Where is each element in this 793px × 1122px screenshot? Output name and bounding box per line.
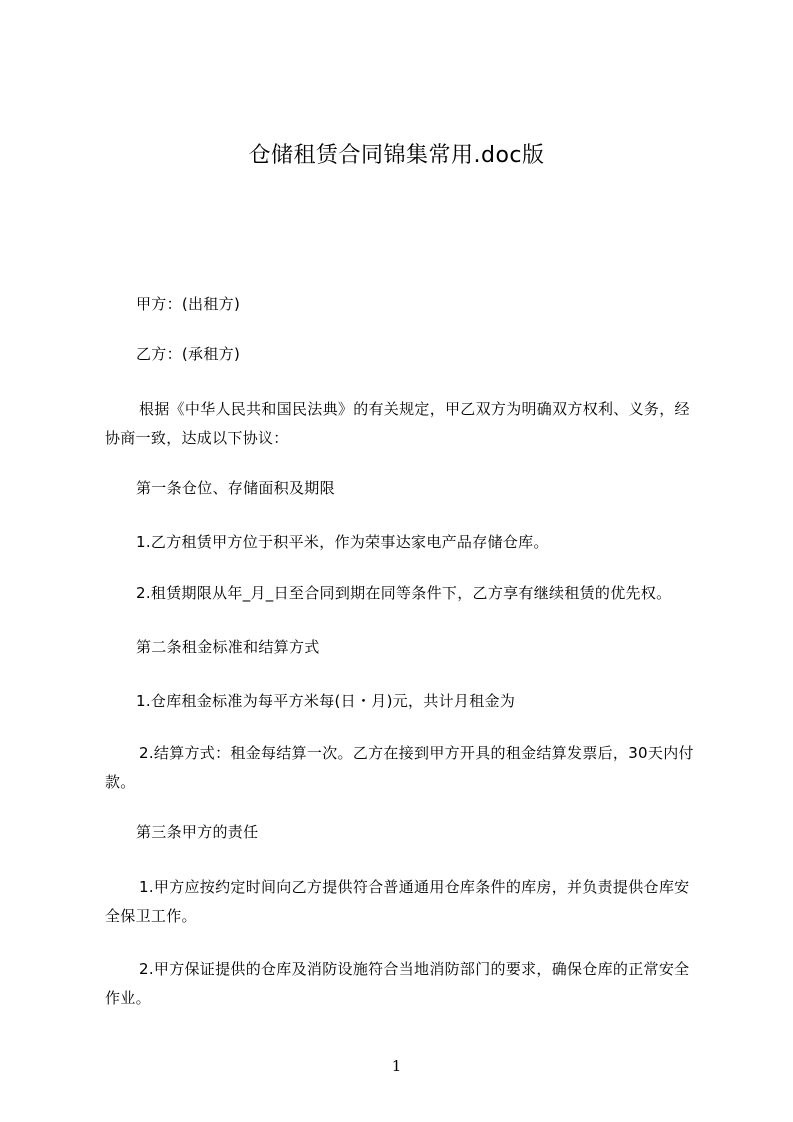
preamble-paragraph: 根据《中华人民共和国民法典》的有关规定，甲乙双方为明确双方权利、义务，经协商一致，达成以下协议：: [105, 400, 690, 447]
article-1-clause-1: 1.乙方租赁甲方位于积平米，作为荣事达家电产品存储仓库。: [136, 533, 549, 551]
article-3-clause-1: 1.甲方应按约定时间向乙方提供符合普通通用仓库条件的库房，并负责提供仓库安全保卫工作。: [105, 878, 690, 925]
party-b-line: 乙方：(承租方): [136, 345, 241, 363]
article-2-clause-1: 1.仓库租金标准为每平方米每(日・月)元，共计月租金为: [136, 692, 516, 710]
article-1-heading: 第一条仓位、存储面积及期限: [136, 479, 335, 497]
article-3-heading: 第三条甲方的责任: [136, 823, 259, 841]
article-2-heading: 第二条租金标准和结算方式: [136, 638, 320, 656]
party-a-line: 甲方：(出租方): [136, 295, 241, 313]
article-3-clause-2: 2.甲方保证提供的仓库及消防设施符合当地消防部门的要求，确保仓库的正常安全作业。: [105, 960, 690, 1007]
page-number: 1: [391, 1057, 402, 1075]
article-2-clause-2: 2.结算方式：租金每结算一次。乙方在接到甲方开具的租金结算发票后，30天内付款。: [105, 744, 694, 791]
document-title: 仓储租赁合同锦集常用.doc版: [248, 143, 545, 168]
article-1-clause-2: 2.租赁期限从年_月_日至合同到期在同等条件下，乙方享有继续租赁的优先权。: [136, 584, 672, 602]
